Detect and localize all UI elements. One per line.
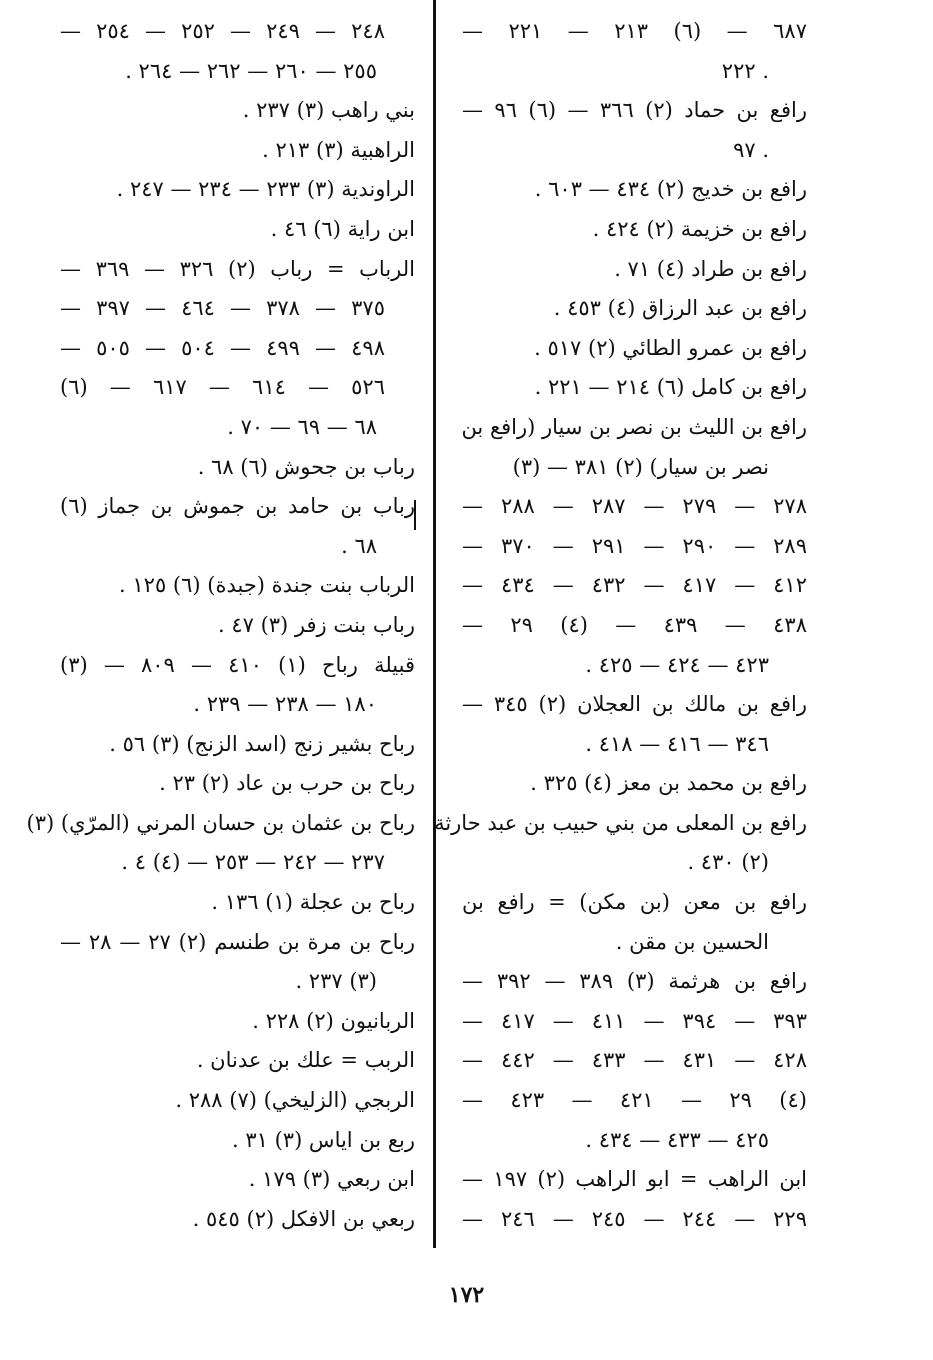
page-number: ١٧٢ [448, 1282, 485, 1308]
index-line: (٣) ٢٣٧ . [295, 969, 377, 994]
index-line: رافع بن عمرو الطائي (٢) ٥١٧ . [534, 335, 807, 360]
index-line: ٣٤٦ — ٤١٦ — ٤١٨ . [585, 731, 769, 756]
index-line: الحسين بن مقن . [615, 929, 769, 954]
index-line: ٢٥٥ — ٢٦٠ — ٢٦٢ — ٢٦٤ . [125, 58, 377, 83]
index-line: رباح بن عثمان بن حسان المرني (المرّي) (٣) [26, 810, 415, 835]
index-line: ٦٨٧ — (٦) ٢١٣ — ٢٢١ — [462, 19, 807, 43]
index-line: الراوندية (٣) ٢٣٣ — ٢٣٤ — ٢٤٧ . [116, 177, 415, 202]
index-line: رباب بن جحوش (٦) ٦٨ . [197, 454, 415, 479]
index-line: رافع بن هرثمة (٣) ٣٨٩ — ٣٩٢ — [462, 969, 807, 994]
index-line: رافع بن محمد بن معز (٤) ٣٢٥ . [530, 771, 807, 796]
index-line: الربب = علك بن عدنان . [196, 1048, 415, 1073]
index-line: ٦٨ — ٦٩ — ٧٠ . [227, 414, 377, 439]
index-line: ٢٨٩ — ٢٩٠ — ٢٩١ — ٣٧٠ — [462, 533, 807, 558]
index-line: ٤٢٥ — ٤٣٣ — ٤٣٤ . [585, 1127, 769, 1152]
index-line: رباح بن مرة بن طنسم (٢) ٢٧ — ٢٨ — [60, 929, 415, 954]
index-line: رافع بن خديج (٢) ٤٣٤ — ٦٠٣ . [534, 177, 807, 202]
index-line: ٢٤٨ — ٢٤٩ — ٢٥٢ — ٢٥٤ — [60, 19, 385, 43]
index-line: الربانيون (٢) ٢٢٨ . [252, 1008, 415, 1033]
index-line: رافع بن عبد الرزاق (٤) ٤٥٣ . [553, 296, 807, 321]
index-line: رافع بن معن (بن مكن) = رافع بن [462, 890, 807, 915]
index-line: رافع بن المعلى من بني حبيب بن عبد حارثة [434, 810, 807, 835]
column-divider [433, 0, 436, 1248]
index-line: رافع بن مالك بن العجلان (٢) ٣٤٥ — [462, 692, 807, 717]
index-line: رافع بن خزيمة (٢) ٤٢٤ . [592, 216, 807, 241]
index-line: ابن الراهب = ابو الراهب (٢) ١٩٧ — [462, 1167, 807, 1192]
index-line: ربع بن اياس (٣) ٣١ . [231, 1127, 415, 1152]
index-line: . ٩٧ [733, 137, 769, 162]
index-line: ٤٢٣ — ٤٢٤ — ٤٢٥ . [585, 652, 769, 677]
index-line: رباب بنت زفر (٣) ٤٧ . [217, 612, 415, 637]
index-line: قبيلة رباح (١) ٤١٠ — ٨٠٩ — (٣) [60, 652, 415, 677]
index-line: رافع بن كامل (٦) ٢١٤ — ٢٢١ . [534, 375, 807, 400]
index-line: الربجي (الزليخي) (٧) ٢٨٨ . [175, 1088, 415, 1113]
index-line: ٤٣٨ — ٤٣٩ — (٤) ٢٩ — [462, 612, 807, 637]
index-line: ٤٢٨ — ٤٣١ — ٤٣٣ — ٤٤٢ — [462, 1048, 807, 1073]
index-line: رافع بن طراد (٤) ٧١ . [614, 256, 807, 281]
index-line: (٢) ٤٣٠ . [687, 850, 769, 875]
index-line: الرباب = رباب (٢) ٣٢٦ — ٣٦٩ — [60, 256, 415, 281]
index-line: رباح بن عجلة (١) ١٣٦ . [211, 890, 415, 915]
index-line: بني راهب (٣) ٢٣٧ . [242, 98, 415, 123]
index-line: ٢٢٩ — ٢٤٤ — ٢٤٥ — ٢٤٦ — [462, 1206, 807, 1231]
left-column [26, 12, 415, 1239]
index-line: رافع بن حماد (٢) ٣٦٦ — (٦) ٩٦ — [462, 98, 807, 123]
index-line: ٤١٢ — ٤١٧ — ٤٣٢ — ٤٣٤ — [462, 573, 807, 598]
right-column [434, 12, 807, 1239]
index-line: رافع بن الليث بن نصر بن سيار (رافع بن [461, 414, 807, 439]
index-line: ٣٩٣ — ٣٩٤ — ٤١١ — ٤١٧ — [462, 1008, 807, 1033]
index-line: الراهبية (٣) ٢١٣ . [262, 137, 415, 162]
index-line: ٢٣٧ — ٢٤٢ — ٢٥٣ — (٤) ٤ . [121, 850, 385, 875]
index-line: (٤) ٢٩ — ٤٢١ — ٤٢٣ — [462, 1088, 807, 1113]
index-line: ٢٧٨ — ٢٧٩ — ٢٨٧ — ٢٨٨ — [462, 494, 807, 519]
index-line: ١٨٠ — ٢٣٨ — ٢٣٩ . [193, 692, 377, 717]
index-line: رباح بشير زنج (اسد الزنج) (٣) ٥٦ . [109, 731, 415, 756]
index-line: ربعي بن الافكل (٢) ٥٤٥ . [192, 1206, 415, 1231]
index-line: رباح بن حرب بن عاد (٢) ٢٣ . [159, 771, 415, 796]
index-line: رباب بن حامد بن جموش بن جماز (٦) [60, 494, 415, 519]
index-line: ٣٧٥ — ٣٧٨ — ٤٦٤ — ٣٩٧ — [60, 296, 385, 321]
index-line: ابن ربعي (٣) ١٧٩ . [248, 1167, 415, 1192]
index-line: ابن راية (٦) ٤٦ . [270, 216, 415, 241]
index-line: ٦٨ . [341, 533, 377, 558]
index-line: نصر بن سيار) (٢) ٣٨١ — (٣) [512, 454, 769, 479]
index-line: ٤٩٨ — ٤٩٩ — ٥٠٤ — ٥٠٥ — [60, 335, 385, 360]
index-line: . ٢٢٢ [721, 58, 769, 83]
index-line: ٥٢٦ — ٦١٤ — ٦١٧ — (٦) [60, 375, 385, 400]
index-line: الرباب بنت جندة (جبدة) (٦) ١٢٥ . [119, 573, 415, 598]
